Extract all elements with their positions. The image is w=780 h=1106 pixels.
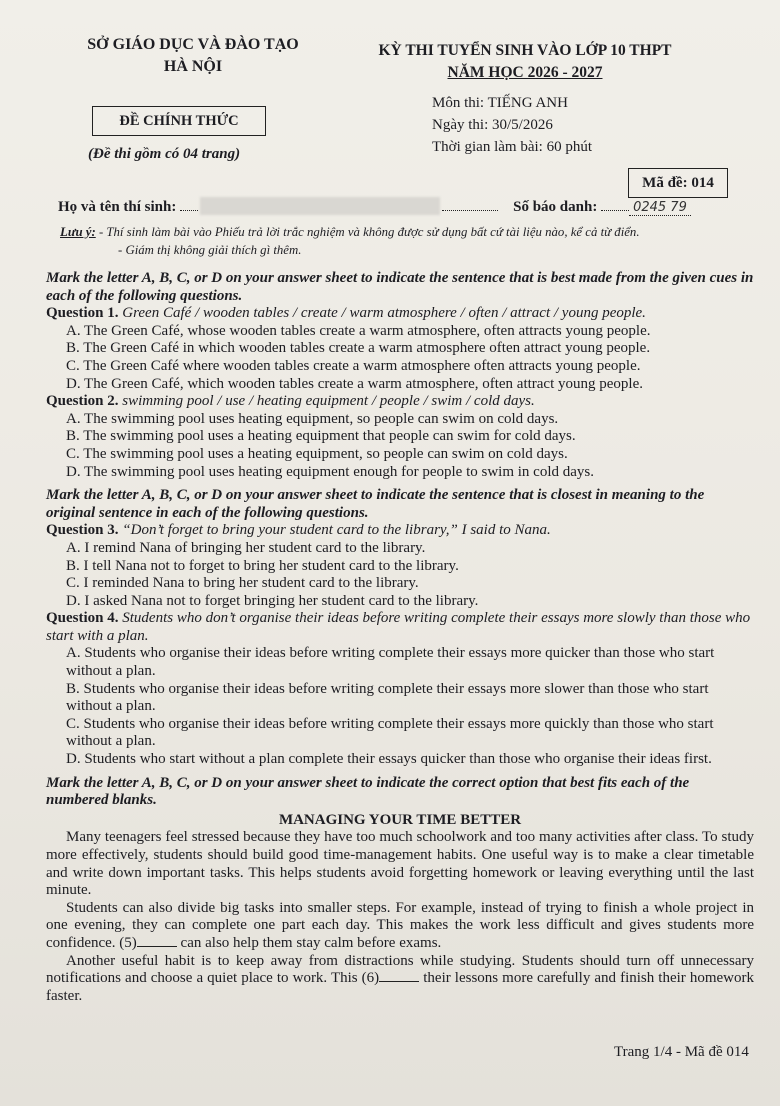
page-footer: Trang 1/4 - Mã đề 014 <box>614 1044 749 1060</box>
question-2 <box>46 393 754 411</box>
q4-option-a: A. Students who organise their ideas before writing complete their essays more quicker than those who start without a plan. <box>66 645 715 680</box>
pages-note: (Đề thi gồm có 04 trang) <box>88 146 241 162</box>
q2-option-c: C. The swimming pool uses a heating equipment, so people can swim on cold days. <box>66 445 568 462</box>
q1-option-b: B. The Green Café in which wooden tables create a warm atmosphere often attract young people. <box>66 340 651 357</box>
name-dots-end <box>442 198 498 211</box>
question-4 <box>46 610 754 645</box>
paragraph-2-end: can also help them stay calm before exams. <box>176 934 442 951</box>
note-line-1: - Thí sinh làm bài vào Phiếu trả lời trắc nghiệm và không được sử dụng bất cứ tài liệu nào, kể cả từ điển. <box>95 225 640 239</box>
blank-6 <box>379 981 419 982</box>
question-4-label: Question 4. <box>46 610 119 627</box>
candidate-name-label: Họ và tên thí sinh: <box>58 199 177 215</box>
question-1-label: Question 1. <box>46 305 119 322</box>
exam-title: KỲ THI TUYỂN SINH VÀO LỚP 10 THPT <box>378 42 672 59</box>
q3-option-c: C. I reminded Nana to bring her student card to the library. <box>66 575 419 592</box>
q1-option-d: D. The Green Café, which wooden tables create a warm atmosphere, often attract young people. <box>66 375 643 392</box>
department-city: HÀ NỘI <box>163 58 223 75</box>
question-2-prompt: swimming pool / use / heating equipment / people / swim / cold days. <box>118 393 535 410</box>
q4-option-c: C. Students who organise their ideas before writing complete their essays more quickly than those who start without a plan. <box>66 715 714 750</box>
question-2-label: Question 2. <box>46 393 119 410</box>
q1-option-c: C. The Green Café where wooden tables create a warm atmosphere often attracts young people. <box>66 357 641 374</box>
section-3-instruction: Mark the letter A, B, C, or D on your answer sheet to indicate the correct option that best fits each of the numbered blanks. <box>46 774 690 809</box>
q2-option-b: B. The swimming pool uses a heating equipment that people can swim for cold days. <box>66 428 576 445</box>
exam-notes <box>60 223 640 259</box>
passage-title: MANAGING YOUR TIME BETTER <box>278 811 522 828</box>
question-3-label: Question 3. <box>46 522 119 539</box>
candidate-id-label: Số báo danh: <box>513 199 598 215</box>
q2-option-a: A. The swimming pool uses heating equipment, so people can swim on cold days. <box>66 410 559 427</box>
question-1 <box>46 305 754 323</box>
passage-paragraph-1: Many teenagers feel stressed because they have too much schoolwork and too many activities after class. To study more effectively, students should build good time-management habits. One useful way is to make a clear timetable and write down important tasks. This helps students avoid forgetting homework or leaving everything until the last minute. <box>46 829 754 899</box>
exam-duration: Thời gian làm bài: 60 phút <box>432 139 592 155</box>
question-1-prompt: Green Café / wooden tables / create / warm atmosphere / often / attract / young people. <box>118 305 646 322</box>
paragraph-3-start: Another useful habit is to keep away from distractions while studying. Students should turn off unnecessary notifications and choose a quiet place to work. This (6) <box>46 952 754 987</box>
note-label: Lưu ý: <box>60 225 96 239</box>
official-exam-badge: ĐỀ CHÍNH THỨC <box>92 106 266 136</box>
exam-content <box>46 270 754 1005</box>
exam-code-badge: Mã đề: 014 <box>628 168 728 198</box>
exam-date: Ngày thi: 30/5/2026 <box>432 117 553 133</box>
candidate-id-value: 0245 79 <box>629 200 691 216</box>
paragraph-3-end: their lessons more carefully and finish their homework faster. <box>46 970 755 1004</box>
passage-paragraph-2 <box>46 900 754 953</box>
candidate-info <box>58 197 691 216</box>
q2-option-d: D. The swimming pool uses heating equipment enough for people to swim in cold days. <box>66 463 594 480</box>
q3-option-d: D. I asked Nana not to forget bringing her student card to the library. <box>66 592 479 609</box>
exam-info <box>432 92 592 158</box>
q1-option-a: A. The Green Café, whose wooden tables create a warm atmosphere, often attracts young people. <box>66 322 651 339</box>
question-3-prompt: “Don’t forget to bring your student card to the library,” I said to Nana. <box>118 522 551 539</box>
school-year: NĂM HỌC 2026 - 2027 <box>447 64 603 81</box>
question-3 <box>46 522 754 540</box>
paragraph-2-start: Students can also divide big tasks into smaller steps. For example, instead of trying to finish a whole project in one evening, they can complete one part each day. This makes the work less difficult and gives students more confidence. (5) <box>46 899 754 951</box>
q3-option-b: B. I tell Nana not to forget to bring her student card to the library. <box>66 557 459 574</box>
question-4-prompt: Students who don’t organise their ideas before writing complete their essays more slowly than those who start with a plan. <box>46 610 751 644</box>
q3-option-a: A. I remind Nana of bringing her student card to the library. <box>66 539 426 556</box>
id-dots <box>601 198 629 211</box>
section-1-instruction: Mark the letter A, B, C, or D on your answer sheet to indicate the sentence that is best made from the given cues in each of the following questions. <box>46 270 754 304</box>
blank-5 <box>137 946 177 947</box>
department-header <box>58 34 328 78</box>
section-2-instruction: Mark the letter A, B, C, or D on your answer sheet to indicate the sentence that is closest in meaning to the original sentence in each of the following questions. <box>46 487 705 521</box>
exam-subject: Môn thi: TIẾNG ANH <box>432 95 568 111</box>
exam-header <box>360 40 690 84</box>
passage-paragraph-3 <box>46 953 754 1006</box>
name-dots <box>180 198 198 211</box>
q4-option-d: D. Students who start without a plan complete their essays quicker than those who organise their ideas first. <box>66 751 712 768</box>
note-line-2: - Giám thị không giải thích gì thêm. <box>118 243 302 257</box>
department-name: SỞ GIÁO DỤC VÀ ĐÀO TẠO <box>87 36 299 53</box>
redacted-name <box>200 197 440 215</box>
q4-option-b: B. Students who organise their ideas before writing complete their essays more slower than those who start without a plan. <box>66 680 709 715</box>
